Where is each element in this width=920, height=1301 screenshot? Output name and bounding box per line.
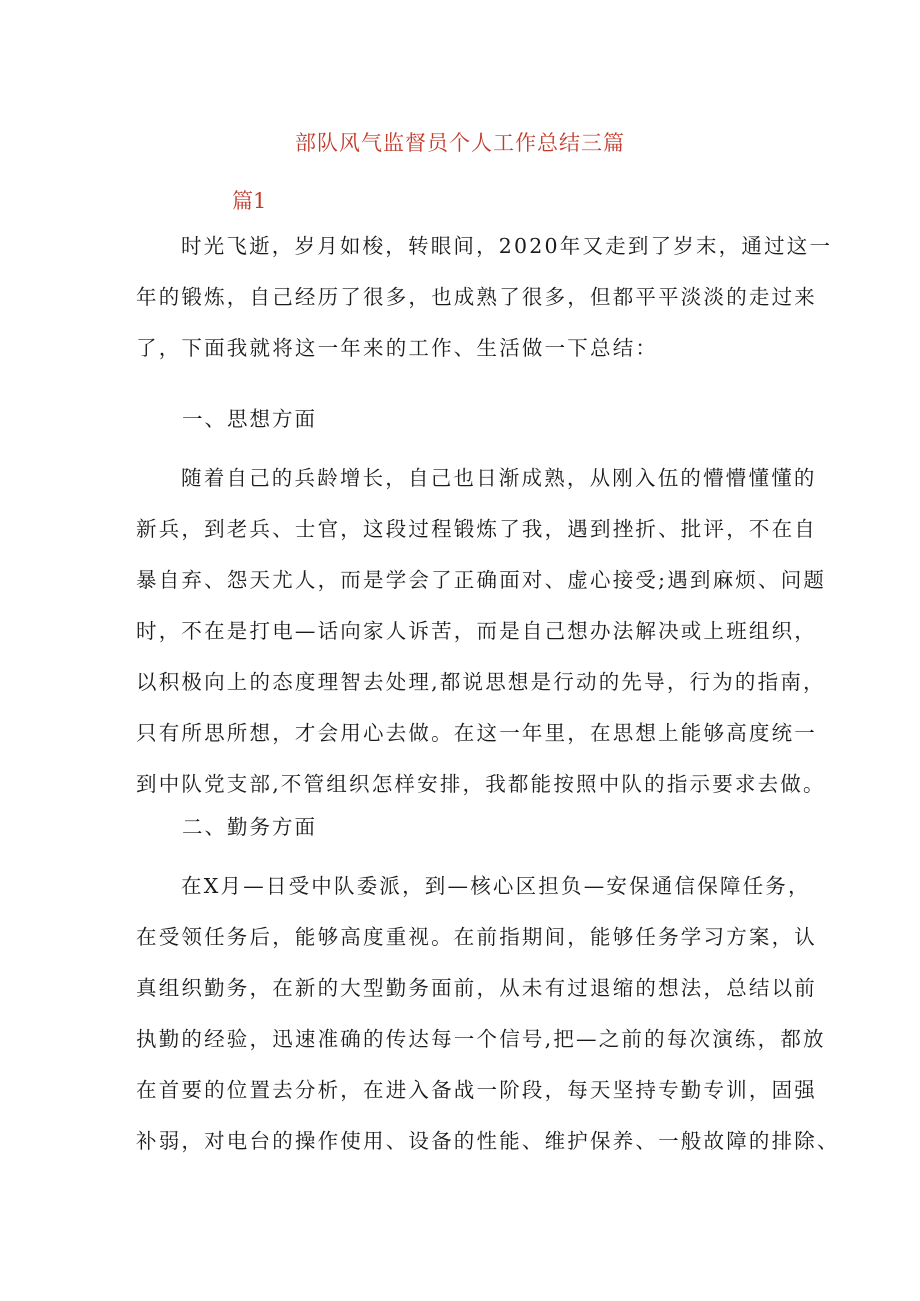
paragraph-line: 以积极向上的态度理智去处理,都说思想是行动的先导，行为的指南，: [136, 670, 826, 694]
document-title: 部队风气监督员个人工作总结三篇: [295, 131, 625, 155]
paragraph-line: 真组织勤务，在新的大型勤务面前，从未有过退缩的想法，总结以前: [136, 976, 817, 1000]
paragraph-line: 随着自己的兵龄增长，自己也日渐成熟，从刚入伍的懵懵懂懂的: [181, 466, 817, 490]
chapter-label: 篇1: [232, 189, 267, 213]
section-paragraph-thought: [136, 453, 827, 810]
paragraph-line: 在首要的位置去分析，在进入备战一阶段，每天坚持专勤专训，固强: [136, 1078, 817, 1102]
paragraph-line: 了，下面我就将这一年来的工作、生活做一下总结：: [136, 336, 659, 360]
section-heading-duty: 二、勤务方面: [182, 815, 317, 839]
paragraph-line: 补弱，对电台的操作使用、设备的性能、维护保养、一般故障的排除、: [136, 1129, 840, 1153]
section-paragraph-duty: [136, 861, 840, 1167]
paragraph-line: 在受领任务后，能够高度重视。在前指期间，能够任务学习方案，认: [136, 925, 817, 949]
paragraph-line: 年的锻炼，自己经历了很多，也成熟了很多，但都平平淡淡的走过来: [136, 285, 817, 309]
section-heading-thought: 一、思想方面: [182, 407, 317, 431]
paragraph-line: 时光飞逝，岁月如梭，转眼间，2020年又走到了岁末，通过这一: [181, 234, 833, 258]
paragraph-line: 到中队党支部,不管组织怎样安排，我都能按照中队的指示要求去做。: [136, 772, 826, 796]
paragraph-line: 暴自弃、怨天尤人，而是学会了正确面对、虚心接受;遇到麻烦、问题: [136, 568, 827, 592]
paragraph-line: 时，不在是打电—话向家人诉苦，而是自己想办法解决或上班组织，: [136, 619, 817, 643]
intro-paragraph: [136, 221, 833, 374]
paragraph-line: 在X月—日受中队委派，到—核心区担负—安保通信保障任务，: [181, 874, 811, 898]
paragraph-line: 新兵，到老兵、士官，这段过程锻炼了我，遇到挫折、批评，不在自: [136, 517, 817, 541]
paragraph-line: 执勤的经验，迅速准确的传达每一个信号,把—之前的每次演练，都放: [136, 1027, 826, 1051]
paragraph-line: 只有所思所想，才会用心去做。在这一年里，在思想上能够高度统一: [136, 721, 817, 745]
